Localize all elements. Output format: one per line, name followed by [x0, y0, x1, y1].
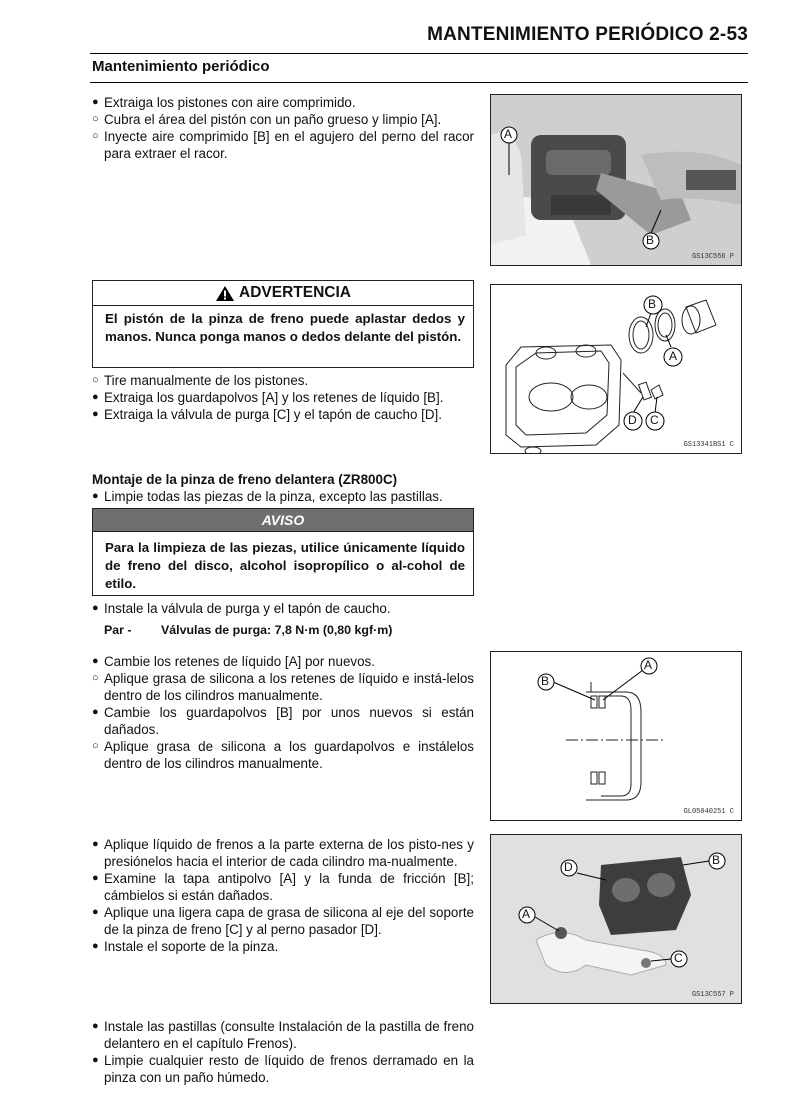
warning-box [92, 280, 474, 368]
warning-title: ADVERTENCIA [239, 284, 351, 301]
list-item: ○ Tire manualmente de los pistones. [92, 373, 309, 388]
torque-spec [104, 623, 392, 637]
list-item: ○ Aplique grasa de silicona a los guardapolvos e instálelos dentro de los cilindros manualmente. [92, 739, 474, 771]
figure-1-callouts [491, 95, 741, 265]
warning-icon [215, 285, 235, 302]
bullet-marker: ● [92, 940, 99, 952]
torque-value: Válvulas de purga: 7,8 N·m (0,80 kgf·m) [161, 623, 393, 637]
bullet-marker: ○ [92, 672, 99, 684]
text-block-2 [92, 372, 474, 423]
bullet-marker: ○ [92, 113, 99, 125]
bullet-marker: ● [92, 906, 99, 918]
section-title: Mantenimiento periódico [92, 58, 270, 75]
caliper-exploded-illustration [491, 285, 741, 453]
figure-caliper-exploded-drawing [490, 284, 742, 454]
bullet-marker: ● [92, 872, 99, 884]
bullet-marker: ● [92, 602, 99, 614]
bullet-marker: ● [92, 655, 99, 667]
callout-label: A [644, 658, 653, 672]
list-item: ● Examine la tapa antipolvo [A] y la funda de fricción [B]; cámbielos si están dañados. [92, 871, 474, 903]
callout-label: B [648, 297, 657, 311]
list-item: ● Aplique líquido de frenos a la parte externa de los pisto-nes y presiónelos hacia el interior de cada cilindro ma-nualmente. [92, 837, 474, 869]
list-item: ● Instale las pastillas (consulte Instalación de la pastilla de freno delantero en el capítulo Frenos). [92, 1019, 474, 1051]
bullet-marker: ● [92, 408, 99, 420]
text-block-4 [92, 600, 474, 617]
callout-label: A [669, 349, 678, 363]
list-item: ● Extraiga los pistones con aire comprimido. [92, 95, 356, 110]
notice-header: AVISO [93, 509, 473, 532]
list-item: ○ Inyecte aire comprimido [B] en el agujero del perno del racor para extraer el racor. [92, 129, 474, 161]
warning-text: El pistón de la pinza de freno puede aplastar dedos y manos. Nunca ponga manos o dedos delante del pistón. [105, 311, 465, 344]
text-block-5 [92, 653, 474, 772]
list-item: ● Extraiga los guardapolvos [A] y los retenes de líquido [B]. [92, 390, 444, 405]
bullet-marker: ○ [92, 374, 99, 386]
list-item: ● Cambie los retenes de líquido [A] por nuevos. [92, 654, 375, 669]
section-rule [90, 82, 748, 83]
callout-label: C [674, 951, 683, 965]
figure-code: GS13C557 P [691, 991, 734, 999]
list-item: ● Extraiga la válvula de purga [C] y el tapón de caucho [D]. [92, 407, 442, 422]
callout-label: D [564, 860, 573, 874]
bullet-marker: ● [92, 1054, 99, 1066]
text-block-7 [92, 1018, 474, 1086]
callout-label: A [504, 127, 513, 141]
figure-caliper-bracket-photo [490, 834, 742, 1004]
figure-cylinder-section-drawing [490, 651, 742, 821]
subsection-title: Montaje de la pinza de freno delantera (ZR800C) [92, 472, 398, 487]
list-item: ● Aplique una ligera capa de grasa de silicona al eje del soporte de la pinza de freno [C] y al perno pasador [D]. [92, 905, 474, 937]
list-item: ○ Cubra el área del pistón con un paño grueso y limpio [A]. [92, 112, 442, 127]
list-item: ● Cambie los guardapolvos [B] por unos nuevos si están dañados. [92, 705, 474, 737]
figure-code: GS13C556 P [691, 253, 734, 261]
bullet-marker: ○ [92, 740, 99, 752]
page-header-title: MANTENIMIENTO PERIÓDICO 2-53 [427, 24, 748, 45]
list-item: ● Limpie cualquier resto de líquido de frenos derramado en la pinza con un paño húmedo. [92, 1053, 474, 1085]
list-item: ● Limpie todas las piezas de la pinza, excepto las pastillas. [92, 489, 443, 504]
torque-prefix: Par - [104, 623, 132, 637]
list-item: ● Instale la válvula de purga y el tapón de caucho. [92, 601, 391, 616]
list-item: ● Instale el soporte de la pinza. [92, 939, 279, 954]
figure-code: GS13341BS1 C [683, 441, 734, 449]
warning-header [93, 281, 473, 306]
bullet-marker: ● [92, 838, 99, 850]
figure-piston-extraction-photo [490, 94, 742, 266]
header-rule [90, 53, 748, 54]
callout-label: D [628, 413, 637, 427]
bullet-marker: ● [92, 96, 99, 108]
bullet-marker: ● [92, 1020, 99, 1032]
bullet-marker: ● [92, 490, 99, 502]
bullet-marker: ● [92, 706, 99, 718]
text-block-3 [92, 488, 474, 505]
bullet-marker: ○ [92, 130, 99, 142]
text-block-6 [92, 836, 474, 955]
callout-label: B [541, 674, 550, 688]
notice-box [92, 508, 474, 596]
bullet-marker: ● [92, 391, 99, 403]
callout-label: C [650, 413, 659, 427]
notice-text: Para la limpieza de las piezas, utilice únicamente líquido de freno del disco, alcohol isopropílico o al-cohol de etilo. [105, 540, 465, 591]
callout-label: B [646, 233, 655, 247]
callout-label: B [712, 853, 721, 867]
text-block-1 [92, 94, 474, 162]
figure-code: GL05040251 C [683, 808, 734, 816]
list-item: ○ Aplique grasa de silicona a los retenes de líquido e instá-lelos dentro de los cilindros manualmente. [92, 671, 474, 703]
cylinder-section-illustration [491, 652, 741, 820]
callout-label: A [522, 907, 531, 921]
